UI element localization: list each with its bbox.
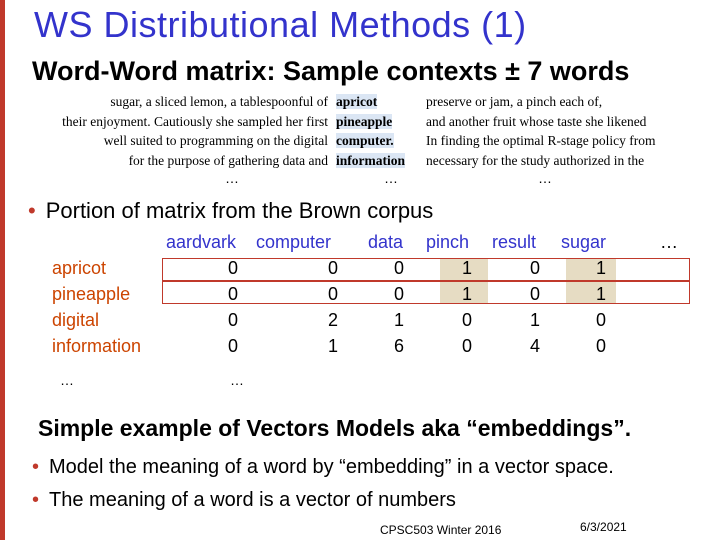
matrix-cell: 0	[227, 258, 238, 278]
row-label: information	[52, 336, 142, 356]
matrix-cell: 0	[393, 258, 404, 278]
col-header-computer: computer	[256, 232, 332, 252]
slide-title: WS Distributional Methods (1)	[34, 4, 527, 45]
kwic-target-word: apricot	[336, 94, 378, 109]
matrix-cell: 0	[327, 258, 338, 278]
kwic-right-line: necessary for the study authorized in the	[426, 152, 645, 168]
bullet-vector-numbers	[32, 489, 456, 512]
kwic-left-line: sugar, a sliced lemon, a tablespoonful of	[110, 94, 328, 109]
matrix-cell: 4	[529, 336, 540, 356]
col-header-aardvark: aardvark	[166, 232, 237, 252]
kwic-right-line: and another fruit whose taste she likened	[426, 113, 647, 129]
matrix-cell: 0	[227, 284, 238, 304]
bullet-text: Model the meaning of a word by “embedding” in a vector space.	[49, 456, 614, 478]
row-box-pineapple	[162, 281, 690, 304]
matrix-cell: 6	[393, 336, 404, 356]
bullet-model-meaning	[32, 456, 614, 479]
kwic-left-context	[62, 92, 328, 170]
col-ellipsis: …	[230, 372, 244, 388]
col-header-sugar: sugar	[561, 232, 607, 252]
row-ellipsis: …	[60, 372, 74, 388]
matrix-cell: 0	[227, 310, 238, 330]
kwic-target-word: pineapple	[336, 113, 393, 129]
matrix-cell: 1	[595, 284, 606, 304]
bullet-brown-corpus	[28, 198, 433, 224]
matrix-cell: 0	[529, 258, 540, 278]
kwic-ellipsis: …	[538, 170, 552, 186]
kwic-ellipsis: …	[384, 170, 398, 186]
kwic-right-line: preserve or jam, a pinch each of,	[426, 94, 603, 109]
matrix-cell: 0	[461, 336, 472, 356]
matrix-cell: 1	[461, 284, 472, 304]
matrix-cell: 2	[327, 310, 338, 330]
kwic-ellipsis: …	[225, 170, 239, 186]
bullet-text: The meaning of a word is a vector of numbers	[49, 489, 456, 511]
row-label: pineapple	[52, 284, 131, 304]
col-header-data: data	[368, 232, 404, 252]
matrix-cell: 1	[327, 336, 338, 356]
matrix-cell: 0	[327, 284, 338, 304]
slide-subtitle: Word-Word matrix: Sample contexts ± 7 words	[32, 56, 630, 86]
matrix-cell: 0	[595, 310, 606, 330]
row-box-apricot	[162, 258, 690, 281]
kwic-right-line: In finding the optimal R-stage policy from	[426, 133, 656, 148]
kwic-target-word: computer.	[336, 133, 394, 148]
matrix-cell: 0	[227, 336, 238, 356]
kwic-left-line: well suited to programming on the digital	[103, 133, 328, 148]
matrix-cell: 0	[595, 336, 606, 356]
kwic-target-word: information	[336, 152, 405, 168]
kwic-left-line: their enjoyment. Cautiously she sampled her first	[62, 113, 328, 129]
col-header-pinch: pinch	[426, 232, 470, 252]
row-label: apricot	[52, 258, 107, 278]
col-header-ellipsis: …	[660, 232, 678, 252]
matrix-cell: 0	[393, 284, 404, 304]
bullet-icon: •	[32, 456, 40, 478]
row-label: digital	[52, 310, 100, 330]
matrix-cell: 0	[529, 284, 540, 304]
col-header-result: result	[492, 232, 537, 252]
slide-accent-bar	[0, 0, 5, 540]
matrix-cell: 1	[393, 310, 404, 330]
footer-course: CPSC503 Winter 2016	[380, 523, 502, 537]
matrix-cell: 0	[461, 310, 472, 330]
matrix-cell: 1	[595, 258, 606, 278]
kwic-target-words	[336, 92, 405, 170]
matrix-cell: 1	[461, 258, 472, 278]
bullet-icon: •	[32, 489, 40, 511]
matrix-cell: 1	[529, 310, 540, 330]
kwic-right-context	[426, 92, 655, 170]
bullet-text: Portion of matrix from the Brown corpus	[45, 198, 434, 223]
bullet-icon: •	[28, 198, 36, 223]
footer-date: 6/3/2021	[580, 520, 627, 534]
embeddings-heading: Simple example of Vectors Models aka “embeddings”.	[38, 415, 632, 441]
kwic-left-line: for the purpose of gathering data and	[128, 152, 328, 168]
